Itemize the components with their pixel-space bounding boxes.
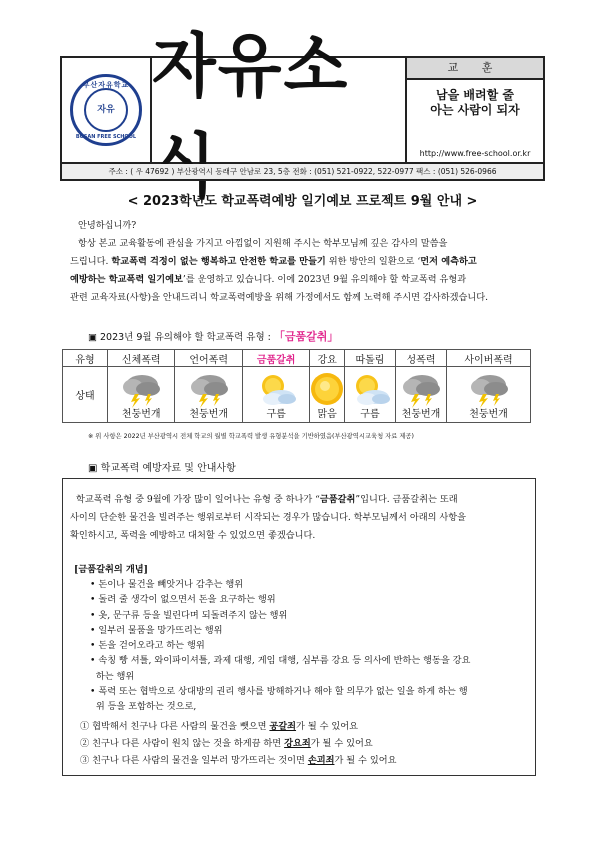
thunderstorm-icon bbox=[186, 370, 232, 408]
forecast-heading bbox=[88, 328, 338, 344]
info-line-1 bbox=[76, 492, 458, 508]
intro-line-2b: 학교폭력 걱정이 없는 행복하고 안전한 학교를 만들기 bbox=[111, 256, 326, 267]
type-row bbox=[63, 350, 531, 367]
concept-item-5: • 속칭 빵 셔틀, 와이파이셔틀, 과제 대행, 게임 대행, 심부름 강요 등 의사에 반하는 행동을 강요 bbox=[90, 655, 471, 667]
concept-item-6: 하는 행위 bbox=[90, 670, 135, 682]
info-line-1c: ”입니다. 금품갈취는 또래 bbox=[355, 494, 458, 505]
source-note: ※ 위 사항은 2022년 부산광역시 전체 학교의 월별 학교폭력 발생 유형분석을 기반하였음(부산광역시교육청 자료 제공) bbox=[88, 433, 414, 440]
info-line-1a: 학교폭력 유형 중 9월에 가장 많이 일어나는 유형 중 하나가 “ bbox=[76, 494, 320, 505]
status-cell-4 bbox=[344, 367, 395, 423]
status-label-0: 천둥번개 bbox=[121, 409, 161, 420]
crime-line-2 bbox=[80, 736, 373, 752]
status-label-1: 천둥번개 bbox=[189, 409, 228, 420]
type-cyber: 사이버폭력 bbox=[447, 350, 531, 367]
concept-item-0: • 돈이나 물건을 빼앗거나 감추는 행위 bbox=[90, 579, 244, 590]
thunderstorm-icon bbox=[118, 370, 164, 408]
crime-line-1b: 공갈죄 bbox=[269, 721, 297, 732]
crime-line-3a: ③ 친구나 다른 사람의 물건을 일부러 망가뜨리는 것이면 bbox=[80, 755, 308, 766]
logo-ring-bottom: BUSAN FREE SCHOOL bbox=[75, 134, 137, 140]
concept-list bbox=[90, 577, 470, 715]
concept-item-3: • 일부러 물품을 망가뜨리는 행위 bbox=[90, 624, 223, 636]
motto-line-1: 남을 배려할 줄 bbox=[436, 88, 514, 102]
status-cell-6 bbox=[447, 367, 531, 423]
crime-line-3b: 손괴죄 bbox=[307, 755, 335, 766]
intro-line-3a: 예방하는 학교폭력 일기예보 bbox=[70, 274, 183, 285]
concept-item-8: 위 등을 포함하는 것으로, bbox=[90, 701, 197, 713]
sun-icon bbox=[304, 370, 350, 408]
type-extortion: 금품갈취 bbox=[242, 350, 309, 367]
section2-title: ▣ 학교폭력 예방자료 및 안내사항 bbox=[88, 463, 236, 474]
subject-title: < 2023학년도 학교폭력예방 일기예보 프로젝트 9월 안내 > bbox=[127, 194, 478, 209]
intro-line-2a: 드립니다. bbox=[70, 256, 109, 267]
concept-item-2: • 옷, 문구류 등을 빌린다며 되돌려주지 않는 행위 bbox=[90, 609, 288, 621]
status-label-3: 맑음 bbox=[317, 409, 337, 420]
motto-line-2: 아는 사람이 되자 bbox=[430, 103, 520, 117]
intro-line-3b: ’를 운영하고 있습니다. 이에 2023년 9월 유의해야 할 학교폭력 유형과 bbox=[182, 274, 467, 285]
thunderstorm-icon bbox=[466, 370, 512, 408]
status-label-5: 천둥번개 bbox=[401, 409, 441, 420]
crime-line-3 bbox=[80, 753, 396, 769]
crime-line-3c: 가 될 수 있어요 bbox=[334, 755, 397, 766]
masthead bbox=[60, 26, 545, 164]
greeting: 안녕하십니까? bbox=[78, 220, 137, 231]
concept-item-1: • 돌려 줄 생각이 없으면서 돈을 요구하는 행위 bbox=[90, 594, 276, 606]
forecast-type: 「금품갈취」 bbox=[273, 330, 339, 343]
logo-center: 자유 bbox=[84, 88, 128, 132]
concept-item-4: • 돈을 걷어오라고 하는 행위 bbox=[90, 640, 205, 652]
partly-cloudy-icon bbox=[253, 370, 299, 408]
intro-line-1: 항상 본교 교육활동에 관심을 가지고 아낌없이 지원해 주시는 학부모님께 깊은 감사의 말씀을 bbox=[78, 238, 448, 249]
forecast-table bbox=[62, 349, 531, 423]
crime-line-2b: 강요죄 bbox=[284, 738, 311, 749]
status-label-4: 구름 bbox=[360, 409, 380, 420]
status-row bbox=[63, 367, 531, 423]
partly-cloudy-icon bbox=[347, 370, 393, 408]
intro-line-3 bbox=[70, 272, 535, 288]
crime-line-1c: 가 될 수 있어요 bbox=[296, 721, 359, 732]
title-box bbox=[152, 26, 405, 162]
status-row-head: 상태 bbox=[63, 367, 108, 423]
logo-box bbox=[62, 58, 152, 162]
type-row-head: 유형 bbox=[63, 350, 108, 367]
status-cell-1 bbox=[175, 367, 242, 423]
crime-line-1a: ① 협박해서 친구나 다른 사람의 물건을 뺏으면 bbox=[80, 721, 270, 732]
type-physical: 신체폭력 bbox=[108, 350, 175, 367]
motto-box bbox=[405, 58, 543, 162]
newsletter-title: 자유소 bbox=[152, 26, 350, 107]
school-url-link[interactable]: http://www.free-school.or.kr bbox=[419, 149, 531, 158]
status-label-6: 천둥번개 bbox=[469, 409, 508, 420]
status-cell-5 bbox=[395, 367, 446, 423]
crime-line-2c: 가 될 수 있어요 bbox=[310, 738, 373, 749]
intro-line-2c: 위한 방안의 일환으로 ‘ bbox=[328, 256, 421, 267]
intro-line-4: 관련 교육자료(사항)을 안내드리니 학교폭력예방을 위해 가정에서도 함께 노력해 주시면 감사하겠습니다. bbox=[70, 292, 489, 303]
contact-bar: 주소 : ( 우 47692 ) 부산광역시 동래구 안남로 23, 5층 전화 : (051) 521-0922, 522-0977 팩스 : (051) 526-0966 bbox=[60, 164, 545, 181]
type-bullying: 따돌림 bbox=[344, 350, 395, 367]
status-cell-2 bbox=[242, 367, 309, 423]
crime-line-2a: ② 친구나 다른 사람이 원치 않는 것을 하게끔 하면 bbox=[80, 738, 285, 749]
intro-line-2d: 먼저 예측하고 bbox=[420, 256, 477, 267]
thunderstorm-icon bbox=[398, 370, 444, 408]
status-cell-3 bbox=[310, 367, 345, 423]
info-line-1b: 금품갈취 bbox=[319, 494, 356, 505]
type-sexual: 성폭력 bbox=[395, 350, 446, 367]
type-coercion: 강요 bbox=[310, 350, 345, 367]
status-cell-0 bbox=[108, 367, 175, 423]
status-label-2: 구름 bbox=[266, 409, 286, 420]
info-line-3: 확인하시고, 폭력을 예방하고 대처할 수 있었으면 좋겠습니다. bbox=[70, 530, 316, 541]
concept-item-7: • 폭력 또는 협박으로 상대방의 권리 행사를 방해하거나 해야 할 의무가 없는 일을 하게 하는 행 bbox=[90, 686, 468, 698]
motto-text bbox=[407, 80, 543, 118]
intro-line-2 bbox=[70, 254, 535, 270]
logo-ring-top: 부산자유학교 bbox=[82, 81, 130, 89]
crime-line-1 bbox=[80, 719, 358, 735]
info-line-2: 사이의 단순한 물건을 빌려주는 행위로부터 시작되는 경우가 많습니다. 학부모님께서 아래의 사항을 bbox=[70, 512, 467, 523]
school-logo-icon bbox=[70, 74, 142, 146]
concept-title: [금품갈취의 개념] bbox=[74, 564, 149, 575]
type-verbal: 언어폭력 bbox=[175, 350, 242, 367]
forecast-heading-label: ▣ 2023년 9월 유의해야 할 학교폭력 유형 : bbox=[88, 332, 274, 343]
motto-label: 교 훈 bbox=[407, 58, 543, 80]
